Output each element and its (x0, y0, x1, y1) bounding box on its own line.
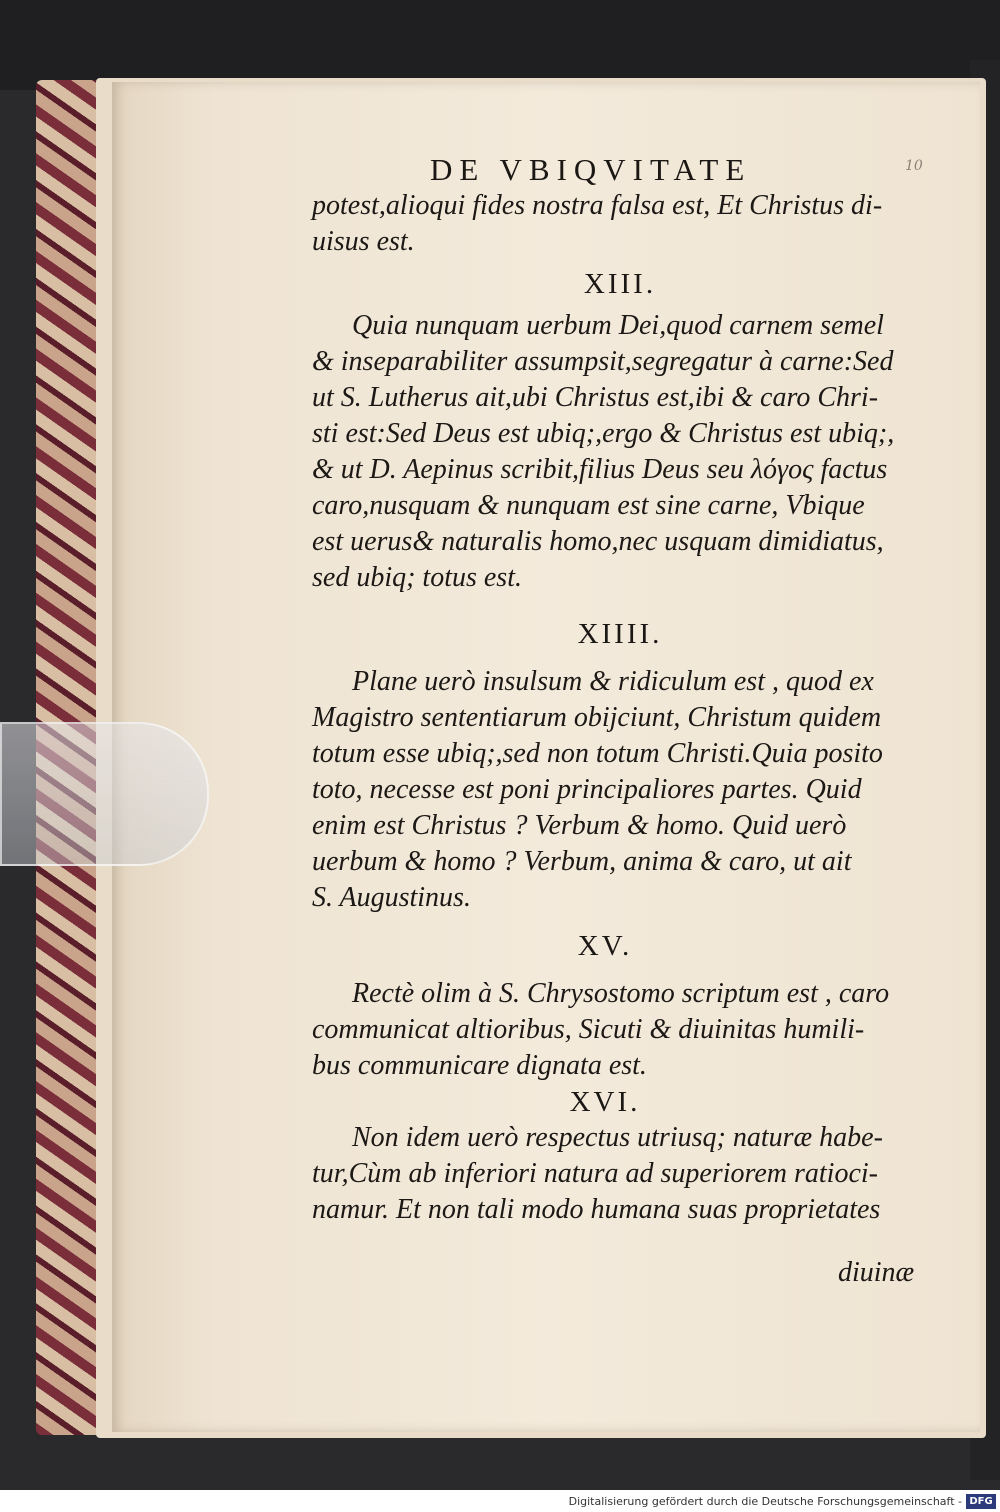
text-line: Quia nunquam uerbum Dei,quod carnem semel (352, 310, 884, 341)
catchword: diuinæ (838, 1257, 915, 1288)
text-line: Plane uerò insulsum & ridiculum est , quod ex (352, 666, 874, 697)
text-line: Rectè olim à S. Chrysostomo scriptum est , caro (352, 978, 890, 1009)
text-line: ut S. Lutherus ait,ubi Christus est,ibi & caro Chri- (312, 382, 879, 413)
section-heading-15: XV. (577, 930, 633, 962)
text-block-continuation (312, 188, 932, 260)
scan-background (0, 0, 1000, 90)
footer-bar (0, 1490, 1000, 1512)
section-15-text (312, 976, 932, 1084)
text-line: uisus est. (312, 226, 415, 257)
text-line: sed ubiq; totus est. (312, 562, 522, 593)
text-line: communicat altioribus, Sicuti & diuinitas humili- (312, 1014, 865, 1045)
text-line: enim est Christus ? Verbum & homo. Quid uerò (312, 810, 847, 841)
dfg-logo: DFG (966, 1494, 996, 1509)
section-14-text (312, 664, 932, 916)
text-line: sti est:Sed Deus est ubiq;,ergo & Christus est ubiq;, (312, 418, 895, 449)
text-line: & ut D. Aepinus scribit,filius Deus seu λόγος factus (312, 454, 888, 485)
text-line: S. Augustinus. (312, 882, 471, 913)
text-line: Non idem uerò respectus utriusq; naturæ habe- (352, 1122, 883, 1153)
text-line: & inseparabiliter assumpsit,segregatur à carne:Sed (312, 346, 894, 377)
text-line: bus communicare dignata est. (312, 1050, 647, 1081)
text-line: tur,Cùm ab inferiori natura ad superiorem ratioci- (312, 1158, 878, 1189)
text-line: toto, necesse est poni principaliores partes. Quid (312, 774, 862, 805)
section-heading-13: XIII. (583, 268, 657, 300)
running-head: DE VBIQVITATE (430, 152, 752, 187)
text-line: uerbum & homo ? Verbum, anima & caro, ut ait (312, 846, 852, 877)
page-number-mark: 10 (905, 158, 923, 174)
text-line: namur. Et non tali modo humana suas proprietates (312, 1194, 881, 1225)
page-clip (0, 722, 209, 866)
section-heading-14: XIIII. (577, 618, 663, 650)
text-line: potest,alioqui fides nostra falsa est, Et Christus di- (312, 190, 883, 221)
text-line: totum esse ubiq;,sed non totum Christi.Quia posito (312, 738, 883, 769)
section-13-text (312, 308, 932, 596)
text-line: Magistro sententiarum obijciunt, Christum quidem (312, 702, 882, 733)
footer-credit: Digitalisierung gefördert durch die Deutsche Forschungsgemeinschaft - (568, 1495, 962, 1508)
text-line: est uerus& naturalis homo,nec usquam dimidiatus, (312, 526, 884, 557)
section-16-text (312, 1120, 932, 1228)
text-line: caro,nusquam & nunquam est sine carne, Vbique (312, 490, 865, 521)
section-heading-16: XVI. (569, 1086, 641, 1118)
